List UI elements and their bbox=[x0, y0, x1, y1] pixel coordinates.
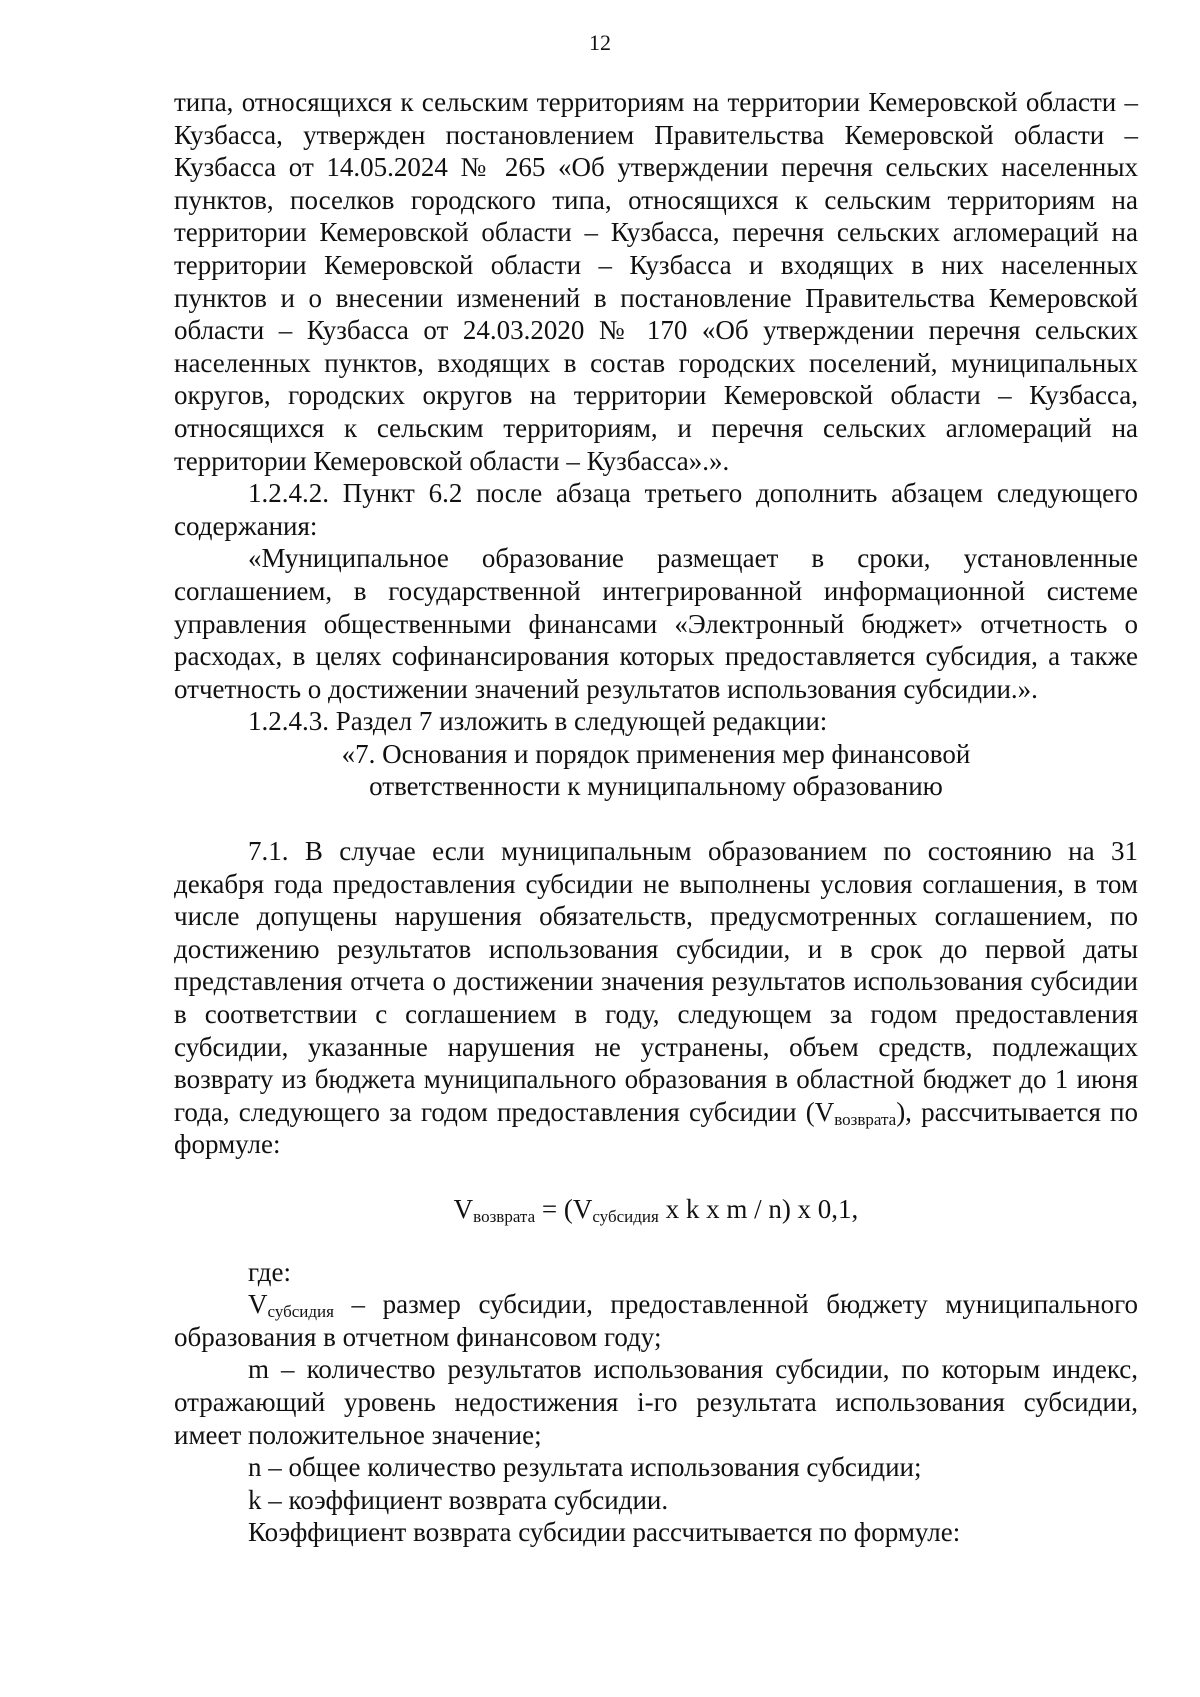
paragraph-7-1-text: 7.1. В случае если муниципальным образованием по состоянию на 31 декабря года предоставления субсидии не выполнены условия соглашения, в том числе допущены нарушения обязательств, предусмотренных соглашением, по достижению результатов использования субсидии, и в срок до первой даты представления отчета о достижении значения результатов использования субсидии в соответствии с соглашением в году, следующем за годом предоставления субсидии, указанные нарушения не устранены, объем средств, подлежащих возврату из бюджета муниципального образования в областной бюджет до 1 июня года, следующего за годом предоставления субсидии ( bbox=[174, 836, 1138, 1127]
paragraph-7-1-subscript: возврата bbox=[834, 1109, 897, 1129]
paragraph-7-1-symbol: V bbox=[814, 1096, 835, 1127]
definition-m: m – количество результатов использования субсидии, по которым индекс, отражающий уровень недостижения i-го результата использования субсидии, имеет положительное значение; bbox=[174, 1354, 1138, 1450]
formula-v-return bbox=[174, 1193, 1138, 1226]
definition-v-symbol: V bbox=[248, 1289, 268, 1320]
formula-v: V bbox=[453, 1194, 474, 1224]
section-heading-line-1: «7. Основания и порядок применения мер финансовой bbox=[341, 738, 971, 769]
paragraph-quote-municipal: «Муниципальное образование размещает в сроки, установленные соглашением, в государственной интегрированной информационной системе управления общественными финансами «Электронный бюджет» отчетность о расходах, в целях софинансирования которых предоставляется субсидия, а также отчетность о достижении значений результатов использования субсидии.». bbox=[174, 543, 1138, 704]
formula-v-subsidy-subscript: субсидия bbox=[592, 1207, 659, 1226]
formula-v-subsidy: V bbox=[572, 1194, 593, 1224]
section-heading-line-2: ответственности к муниципальному образованию bbox=[369, 771, 943, 802]
definition-v-subsidy bbox=[174, 1288, 1138, 1353]
formula-equals: = ( bbox=[535, 1194, 573, 1224]
document-body bbox=[174, 86, 1138, 1549]
page-number: 12 bbox=[589, 30, 611, 55]
definition-n: n – общее количество результата использования субсидии; bbox=[248, 1452, 922, 1483]
definition-v-subscript: субсидия bbox=[267, 1302, 334, 1322]
definition-v-text: – размер субсидии, предоставленной бюджету муниципального образования в отчетном финансовом году; bbox=[174, 1289, 1138, 1352]
paragraph-7-1-tail: ), рассчитывается по формуле: bbox=[174, 1096, 1139, 1160]
paragraph-1-2-4-3: 1.2.4.3. Раздел 7 изложить в следующей редакции: bbox=[248, 706, 828, 737]
formula-v-subscript: возврата bbox=[473, 1207, 536, 1226]
where-label: где: bbox=[248, 1256, 291, 1287]
paragraph-7-1 bbox=[174, 835, 1138, 1161]
definition-k: k – коэффициент возврата субсидии. bbox=[248, 1484, 669, 1515]
paragraph-1-2-4-2: 1.2.4.2. Пункт 6.2 после абзаца третьего дополнить абзацем следующего содержания: bbox=[174, 478, 1138, 541]
formula-rest: x k x m / n) x 0,1, bbox=[658, 1194, 859, 1224]
paragraph-coefficient-formula-intro: Коэффициент возврата субсидии рассчитывается по формуле: bbox=[248, 1517, 961, 1548]
paragraph-continuation: типа, относящихся к сельским территориям на территории Кемеровской области – Кузбасса, утвержден постановлением Правительства Кемеровской области – Кузбасса от 14.05.2024 № 265 «Об утверждении перечня сельских населенных пунктов, поселков городского типа, относящихся к сельским территориям на территории Кемеровской области – Кузбасса, перечня сельских агломераций на территории Кемеровской области – Кузбасса и входящих в них населенных пунктов и о внесении изменений в постановление Правительства Кемеровской области – Кузбасса от 24.03.2020 № 170 «Об утверждении перечня сельских населенных пунктов, входящих в состав городских поселений, муниципальных округов, городских округов на территории Кемеровской области – Кузбасса, относящихся к сельским территориям, и перечня сельских агломераций на территории Кемеровской области – Кузбасса».». bbox=[174, 87, 1138, 476]
